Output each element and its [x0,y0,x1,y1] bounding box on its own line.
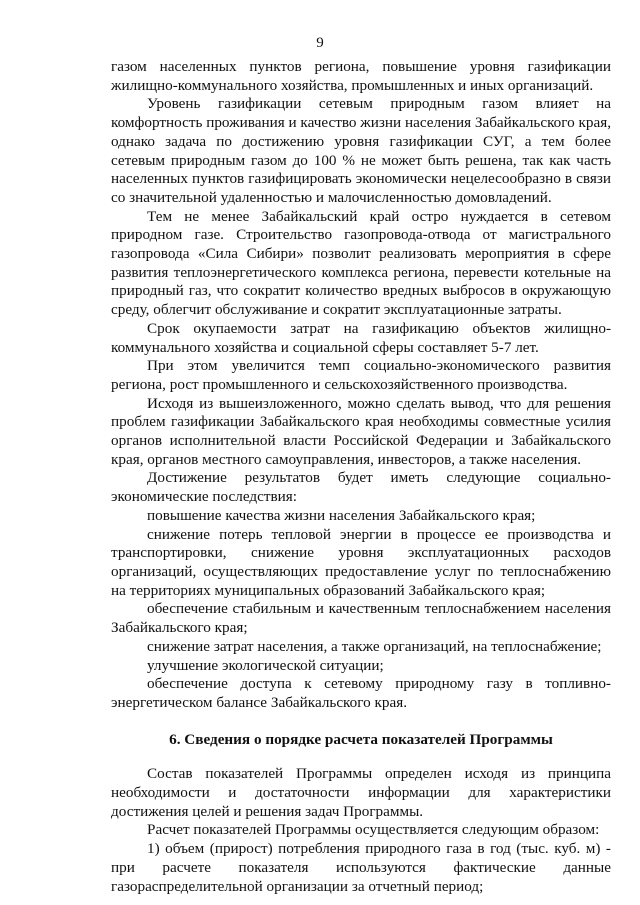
paragraph: Исходя из вышеизложенного, можно сделать вывод, что для решения проблем газификации Забайкальского края необходимы совместные усилия органов исполнительной власти Российской Федерации и Забайкальского края, органов местного самоуправления, инвесторов, а также населения. [111,394,611,468]
page-body [111,58,611,896]
paragraph: обеспечение стабильным и качественным теплоснабжением населения Забайкальского края; [111,600,611,637]
paragraph: Состав показателей Программы определен исходя из принципа необходимости и достаточности информации для характеристики достижения целей и решения задач Программы. [111,765,611,820]
paragraphs-after-heading [111,765,611,896]
paragraph: повышение качества жизни населения Забайкальского края; [147,506,536,524]
paragraph: Расчет показателей Программы осуществляется следующим образом: [147,821,600,839]
paragraph: снижение потерь тепловой энергии в процессе ее производства и транспортировки, снижение уровня эксплуатационных расходов организаций, осуществляющих предоставление услуг по теплоснабжению на территориях муниципальных образований Забайкальского края; [111,525,611,599]
page-number: 9 [316,35,324,51]
section-heading: 6. Сведения о порядке расчета показателей Программы [169,730,553,748]
paragraph: Тем не менее Забайкальский край остро нуждается в сетевом природном газе. Строительство газопровода-отвода от магистрального газопровода «Сила Сибири» позволит реализовать мероприятия в сфере развития теплоэнергетического комплекса региона, перевести котельные на природный газ, что сократит количество вредных выбросов в окружающую среду, облегчит обслуживание и сократит эксплуатационные затраты. [111,207,611,319]
paragraph: При этом увеличится темп социально-экономического развития региона, рост промышленного и сельскохозяйственного производства. [111,357,611,393]
paragraph: Уровень газификации сетевым природным газом влияет на комфортность проживания и качество жизни населения Забайкальского края, однако задача по достижению уровня газификации СУГ, а тем более сетевым природным газом до 100 % не может быть решена, так как часть населенных пунктов газифицировать экономически нецелесообразно в связи со значительной удаленностью и малочисленностью домовладений. [111,95,612,206]
paragraph: снижение затрат населения, а также организаций, на теплоснабжение; [147,637,602,655]
paragraphs-before-heading [111,58,611,713]
paragraph: улучшение экологической ситуации; [147,656,384,674]
paragraph: Достижение результатов будет иметь следующие социально-экономические последствия: [111,469,611,506]
paragraph: газом населенных пунктов региона, повышение уровня газификации жилищно-коммунального хозяйства, промышленных и иных организаций. [111,58,611,94]
paragraph: 1) объем (прирост) потребления природного газа в год (тыс. куб. м) - при расчете показателя используются фактические данные газораспределительной организации за отчетный период; [111,840,611,895]
paragraph: обеспечение доступа к сетевому природному газу в топливно-энергетическом балансе Забайкальского края. [111,675,611,711]
paragraph: Срок окупаемости затрат на газификацию объектов жилищно-коммунального хозяйства и социальной сферы составляет 5-7 лет. [111,319,611,356]
